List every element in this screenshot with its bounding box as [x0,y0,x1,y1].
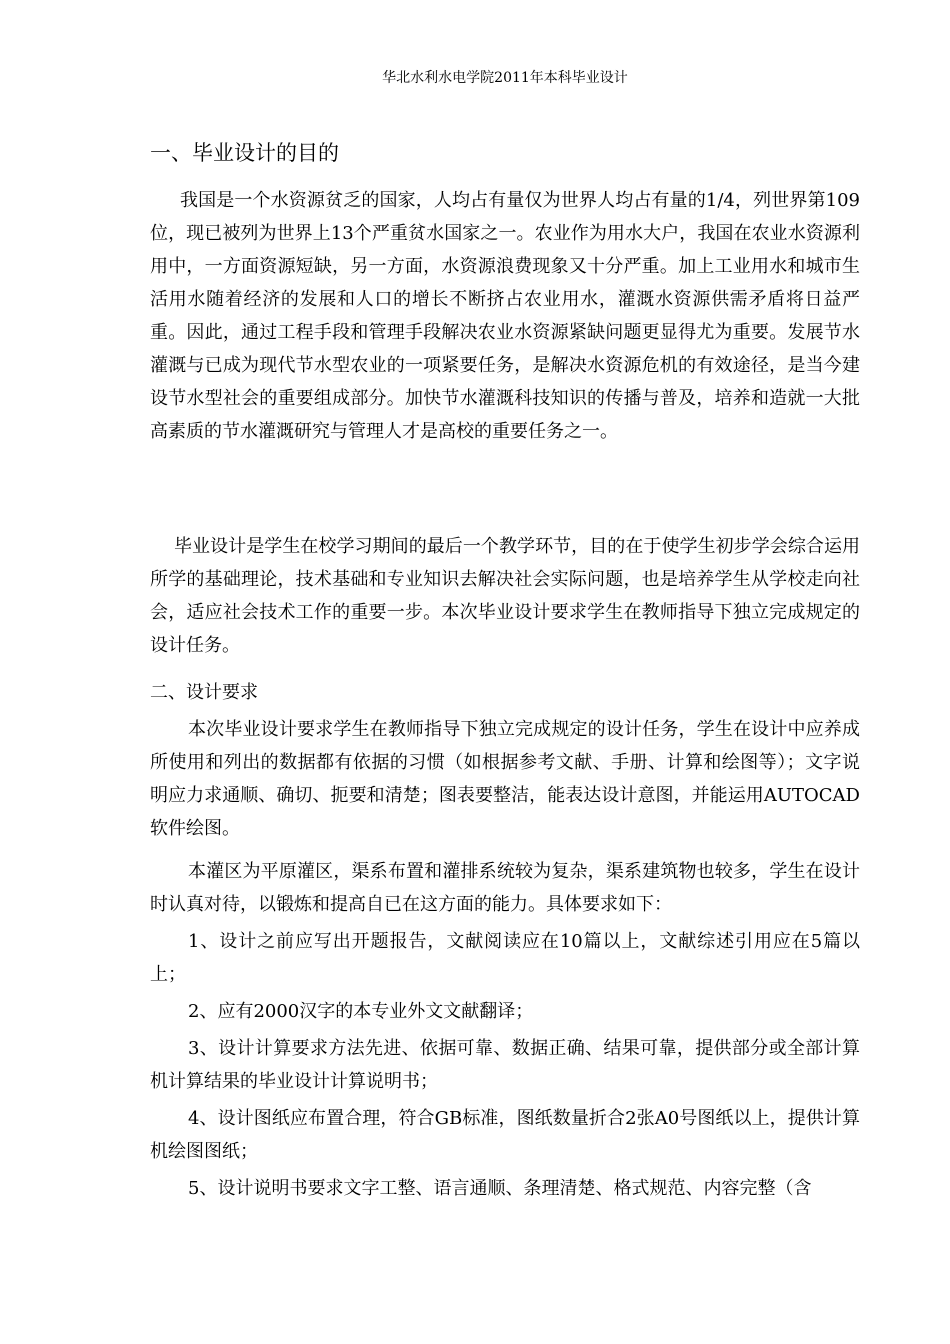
list-item-requirement-3: 3、设计计算要求方法先进、依据可靠、数据正确、结果可靠，提供部分或全部计算机计算结果的毕业设计计算说明书； [150,1038,860,1092]
paragraph-requirements-intro: 本次毕业设计要求学生在教师指导下独立完成规定的设计任务，学生在设计中应养成所使用和列出的数据都有依据的习惯（如根据参考文献、手册、计算和绘图等）；文字说明应力求通顺、确切、扼要和清楚；图表要整洁，能表达设计意图，并能运用AUTOCAD软件绘图。 [150,719,860,839]
section-purpose-body [150,184,860,448]
section-requirements-body [150,676,860,1205]
list-item-requirement-1: 1、设计之前应写出开题报告，文献阅读应在10篇以上，文献综述引用应在5篇以上； [150,931,860,985]
paragraph-water-resources: 我国是一个水资源贫乏的国家，人均占有量仅为世界人均占有量的1/4，列世界第109位，现已被列为世界上13个严重贫水国家之一。农业作为用水大户，我国在农业水资源利用中，一方面资源短缺，另一方面，水资源浪费现象又十分严重。加上工业用水和城市生活用水随着经济的发展和人口的增长不断挤占农业用水，灌溉水资源供需矛盾将日益严重。因此，通过工程手段和管理手段解决农业水资源紧缺问题更显得尤为重要。发展节水灌溉与已成为现代节水型农业的一项紧要任务，是解决水资源危机的有效途径，是当今建设节水型社会的重要组成部分。加快节水灌溉科技知识的传播与普及，培养和造就一大批高素质的节水灌溉研究与管理人才是高校的重要任务之一。 [150,190,860,442]
section-title-purpose: 一、毕业设计的目的 [150,141,339,165]
list-item-requirement-4: 4、设计图纸应布置合理，符合GB标准，图纸数量折合2张A0号图纸以上，提供计算机绘图图纸； [150,1108,860,1162]
section-purpose-body-2 [150,530,860,662]
list-item-requirement-5: 5、设计说明书要求文字工整、语言通顺、条理清楚、格式规范、内容完整（含 [188,1178,812,1199]
paragraph-irrigation-area: 本灌区为平原灌区，渠系布置和灌排系统较为复杂，渠系建筑物也较多，学生在设计时认真对待，以锻炼和提高自已在这方面的能力。具体要求如下： [150,861,860,915]
page-header: 华北水利水电学院2011年本科毕业设计 [382,70,628,86]
paragraph-design-purpose: 毕业设计是学生在校学习期间的最后一个教学环节，目的在于使学生初步学会综合运用所学的基础理论，技术基础和专业知识去解决社会实际问题，也是培养学生从学校走向社会，适应社会技术工作的重要一步。本次毕业设计要求学生在教师指导下独立完成规定的设计任务。 [150,536,860,656]
header-rule [150,92,860,93]
list-item-requirement-2: 2、应有2000汉字的本专业外文文献翻译； [188,1001,534,1022]
section-title-requirements: 二、设计要求 [150,682,258,703]
